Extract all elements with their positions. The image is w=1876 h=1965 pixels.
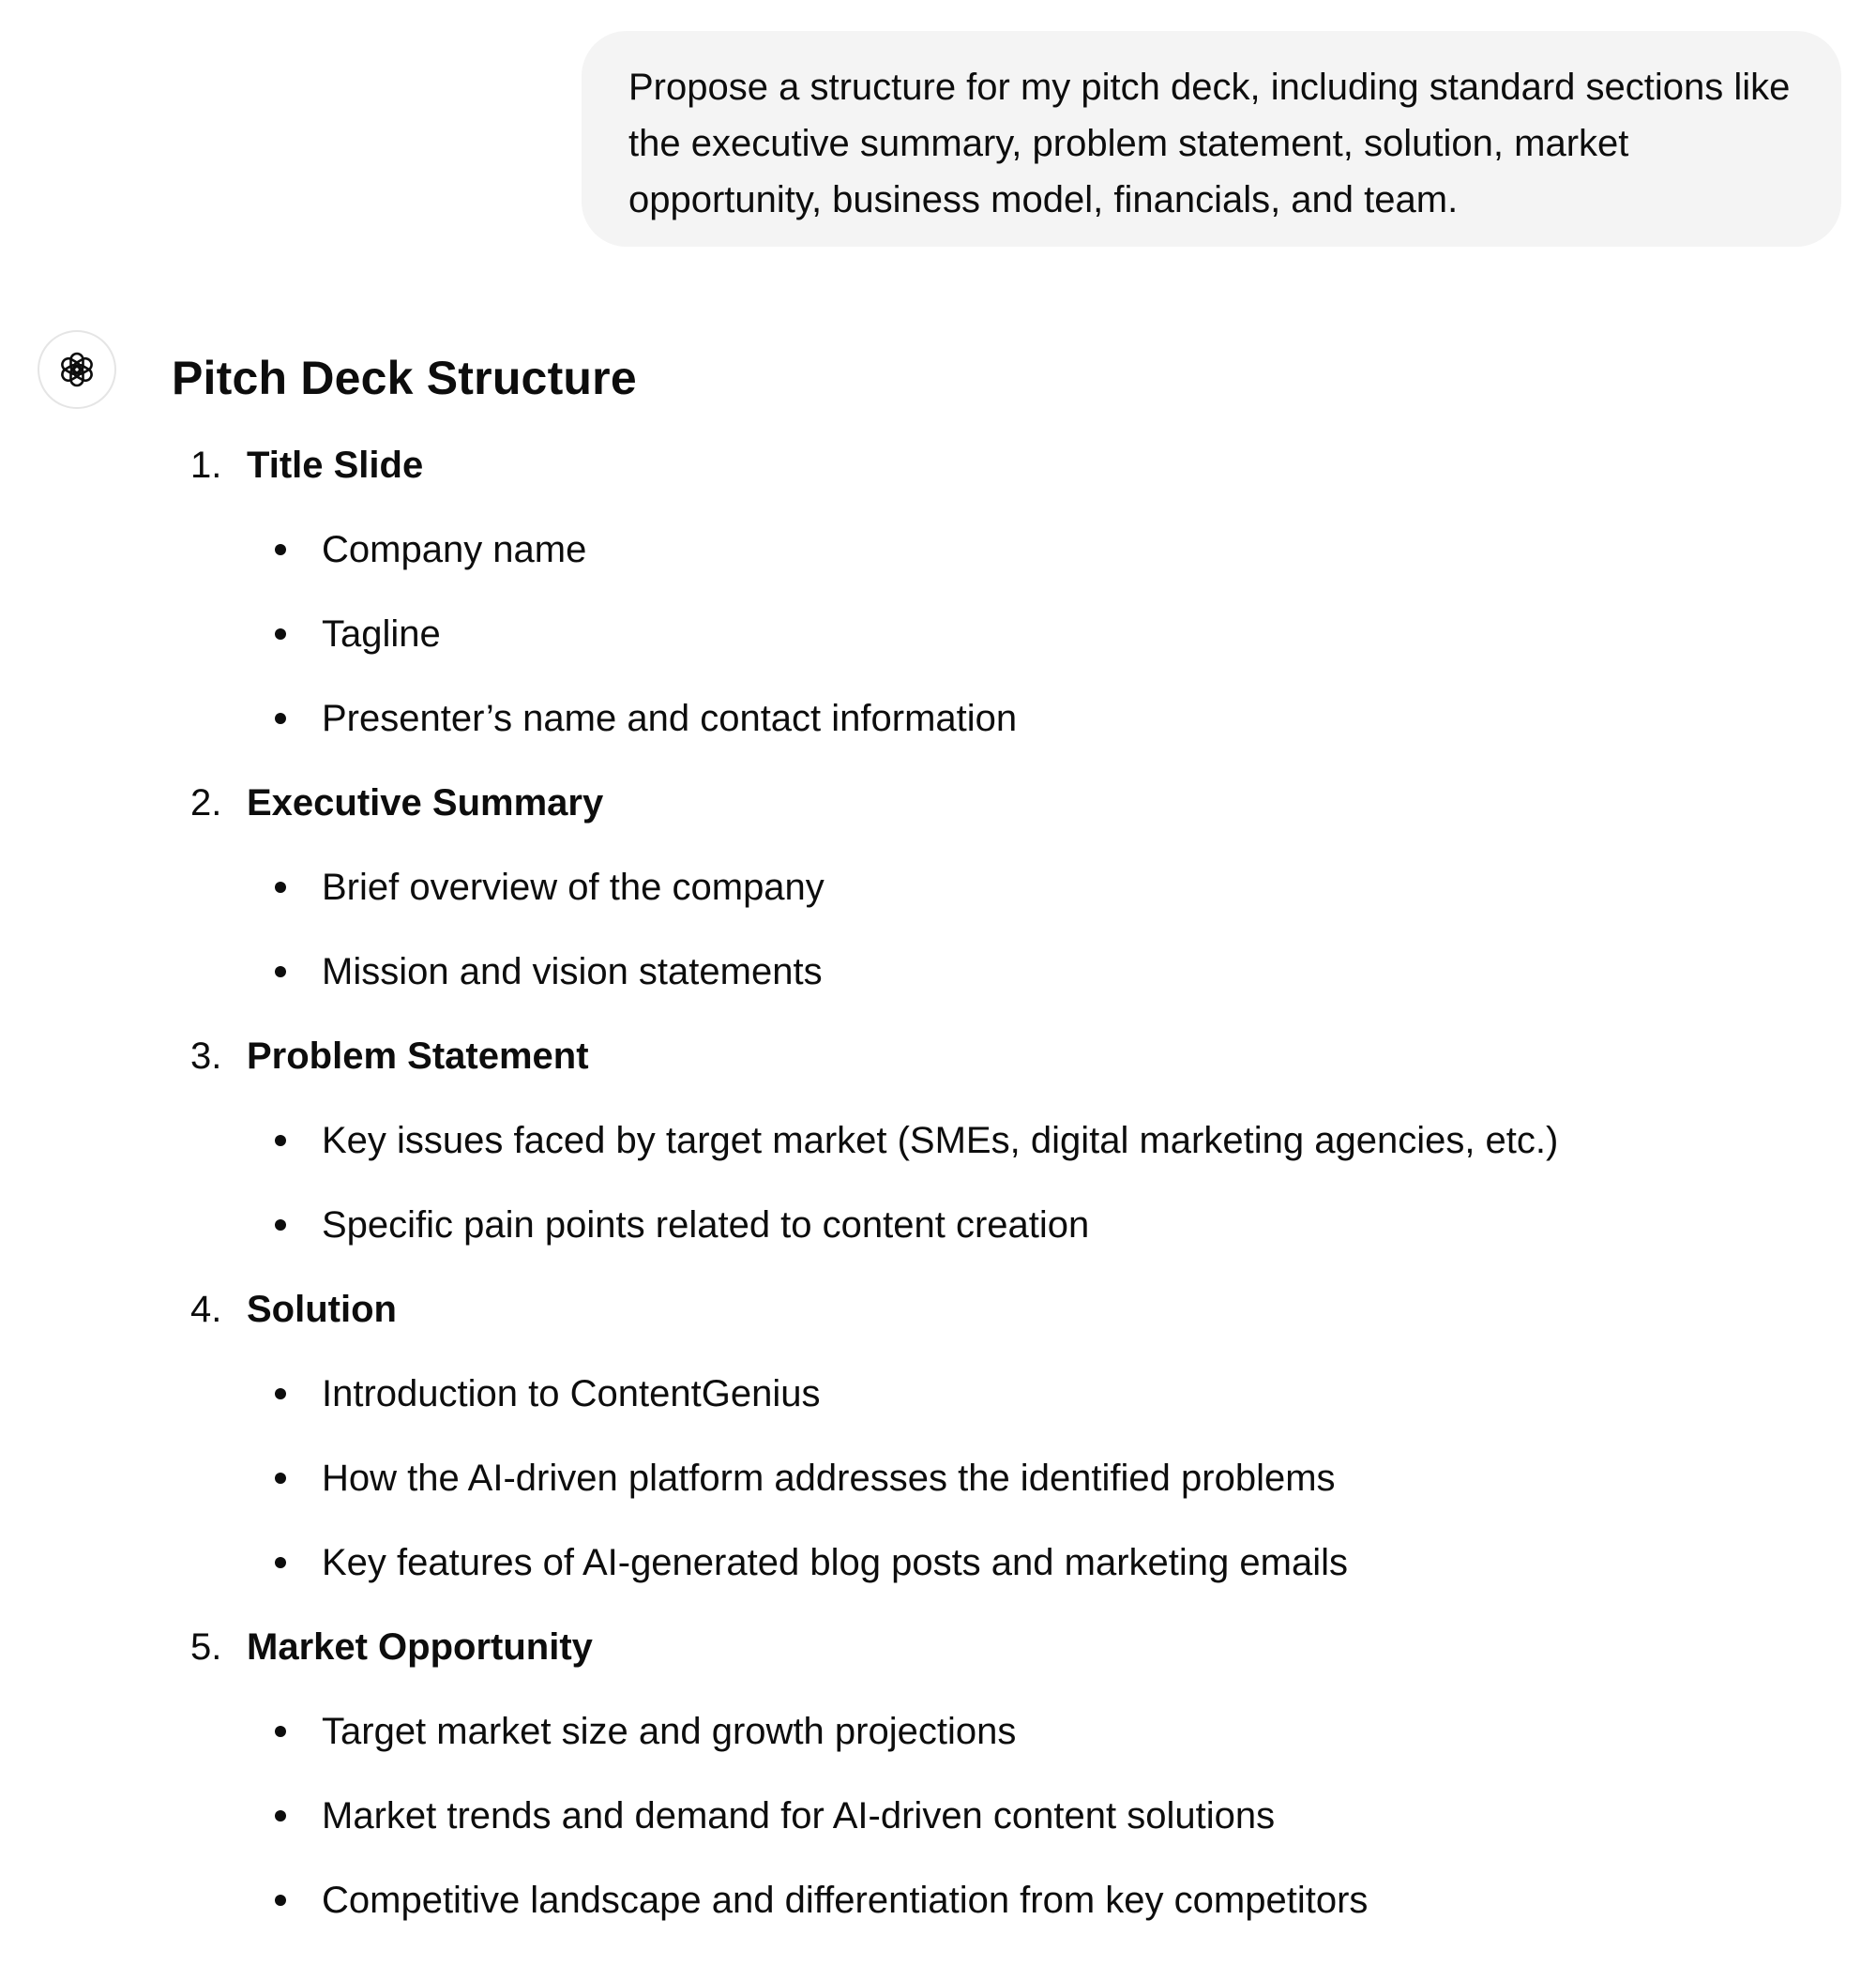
section-number: 1.	[190, 445, 222, 486]
section-heading	[190, 1028, 589, 1084]
section-title: Title Slide	[247, 445, 424, 486]
bullet-dot-icon	[275, 882, 286, 893]
list-item-text: Market trends and demand for AI-driven content solutions	[322, 1795, 1276, 1837]
list-item-text: Tagline	[322, 613, 441, 655]
list-item	[322, 690, 1017, 747]
bullet-dot-icon	[275, 713, 286, 724]
response-title: Pitch Deck Structure	[172, 352, 637, 404]
list-item-text: Mission and vision statements	[322, 951, 823, 992]
assistant-response	[172, 345, 1841, 1921]
section-title: Solution	[247, 1289, 397, 1330]
list-item	[322, 1450, 1336, 1506]
section-heading	[190, 775, 603, 831]
list-item-text: How the AI-driven platform addresses the identified problems	[322, 1458, 1336, 1499]
list-item	[322, 521, 586, 578]
list-item-text: Brief overview of the company	[322, 867, 825, 908]
list-item-text: Key features of AI-generated blog posts and marketing emails	[322, 1542, 1348, 1583]
user-message-text: Propose a structure for my pitch deck, including standard sections like the executive summary, problem statement, solution, market opportunity, business model, financials, and team.	[628, 67, 1791, 220]
list-item	[322, 1197, 1089, 1253]
section-number: 3.	[190, 1035, 222, 1077]
list-item-text: Specific pain points related to content creation	[322, 1204, 1090, 1246]
bullet-dot-icon	[275, 1219, 286, 1231]
section-heading	[190, 1619, 593, 1675]
list-item	[322, 606, 441, 662]
list-item-text: Company name	[322, 529, 587, 570]
bullet-dot-icon	[275, 1473, 286, 1484]
openai-logo-icon	[54, 347, 99, 392]
section-title: Executive Summary	[247, 782, 604, 824]
bullet-dot-icon	[275, 544, 286, 555]
bullet-dot-icon	[275, 966, 286, 977]
section-heading	[190, 437, 423, 493]
list-item-text: Introduction to ContentGenius	[322, 1373, 821, 1414]
section-number: 5.	[190, 1626, 222, 1668]
list-item-text: Competitive landscape and differentiation from key competitors	[322, 1880, 1369, 1921]
section-number: 2.	[190, 782, 222, 824]
list-item	[322, 1788, 1275, 1844]
bullet-dot-icon	[275, 1557, 286, 1568]
user-message-bubble	[582, 31, 1841, 247]
assistant-avatar	[38, 330, 116, 409]
bullet-dot-icon	[275, 628, 286, 640]
section-number: 4.	[190, 1289, 222, 1330]
list-item	[322, 1366, 820, 1422]
list-item	[322, 1703, 1016, 1760]
list-item-text: Presenter’s name and contact information	[322, 698, 1018, 739]
list-item	[322, 859, 825, 915]
bullet-dot-icon	[275, 1810, 286, 1821]
bullet-dot-icon	[275, 1135, 286, 1146]
list-item	[322, 944, 823, 1000]
list-item	[322, 1112, 1558, 1169]
section-heading	[190, 1281, 397, 1338]
bullet-dot-icon	[275, 1388, 286, 1399]
bullet-dot-icon	[275, 1895, 286, 1906]
section-title: Problem Statement	[247, 1035, 589, 1077]
section-title: Market Opportunity	[247, 1626, 593, 1668]
list-item	[322, 1872, 1368, 1928]
list-item	[322, 1534, 1348, 1591]
list-item-text: Target market size and growth projections	[322, 1711, 1017, 1752]
list-item-text: Key issues faced by target market (SMEs, digital marketing agencies, etc.)	[322, 1120, 1559, 1161]
bullet-dot-icon	[275, 1726, 286, 1737]
